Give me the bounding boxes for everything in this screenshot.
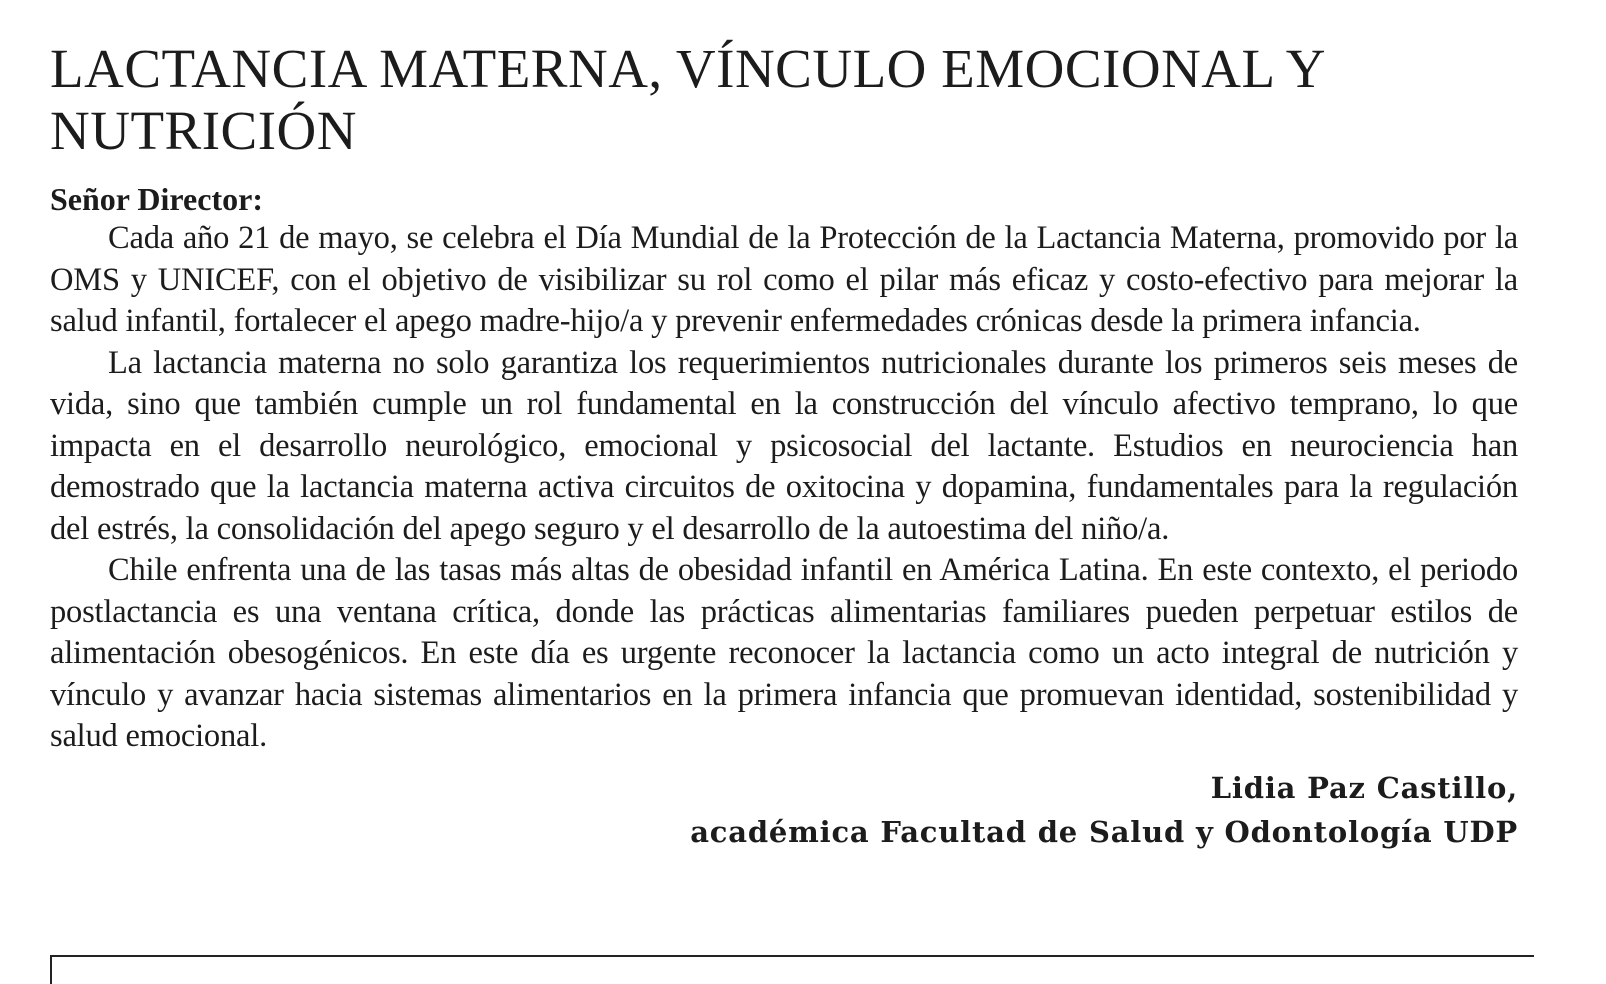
headline: LACTANCIA MATERNA, VÍNCULO EMOCIONAL Y NUTRICIÓN [50, 38, 1324, 161]
signature-affiliation: académica Facultad de Salud y Odontología UDP [690, 814, 1518, 849]
letter-article [50, 38, 1518, 854]
signature-block [50, 766, 1518, 854]
salutation: Señor Director: [50, 181, 263, 217]
paragraph-1: Cada año 21 de mayo, se celebra el Día Mundial de la Protección de la Lactancia Materna, promovido por la OMS y UNICEF, con el objetivo de visibilizar su rol como el pilar más eficaz y costo-efectivo para mejorar la salud infantil, fortalecer el apego madre-hijo/a y prevenir enfermedades crónicas desde la primera infancia. [50, 220, 1518, 339]
signature-name: Lidia Paz Castillo, [1210, 770, 1518, 805]
paragraph-3: Chile enfrenta una de las tasas más altas de obesidad infantil en América Latina. En este contexto, el periodo postlactancia es una ventana crítica, donde las prácticas alimentarias familiares pueden perpetuar estilos de alimentación obesogénicos. En este día es urgente reconocer la lactancia como un acto integral de nutrición y vínculo y avanzar hacia sistemas alimentarios en la primera infancia que promuevan identidad, sostenibilidad y salud emocional. [50, 552, 1518, 754]
paragraph-2: La lactancia materna no solo garantiza los requerimientos nutricionales durante los primeros seis meses de vida, sino que también cumple un rol fundamental en la construcción del vínculo afectivo temprano, lo que impacta en el desarrollo neurológico, emocional y psicosocial del lactante. Estudios en neurociencia han demostrado que la lactancia materna activa circuitos de oxitocina y dopamina, fundamentales para la regulación del estrés, la consolidación del apego seguro y el desarrollo de la autoestima del niño/a. [50, 344, 1518, 547]
bottom-divider [50, 955, 1534, 957]
divider-corner [50, 955, 52, 984]
